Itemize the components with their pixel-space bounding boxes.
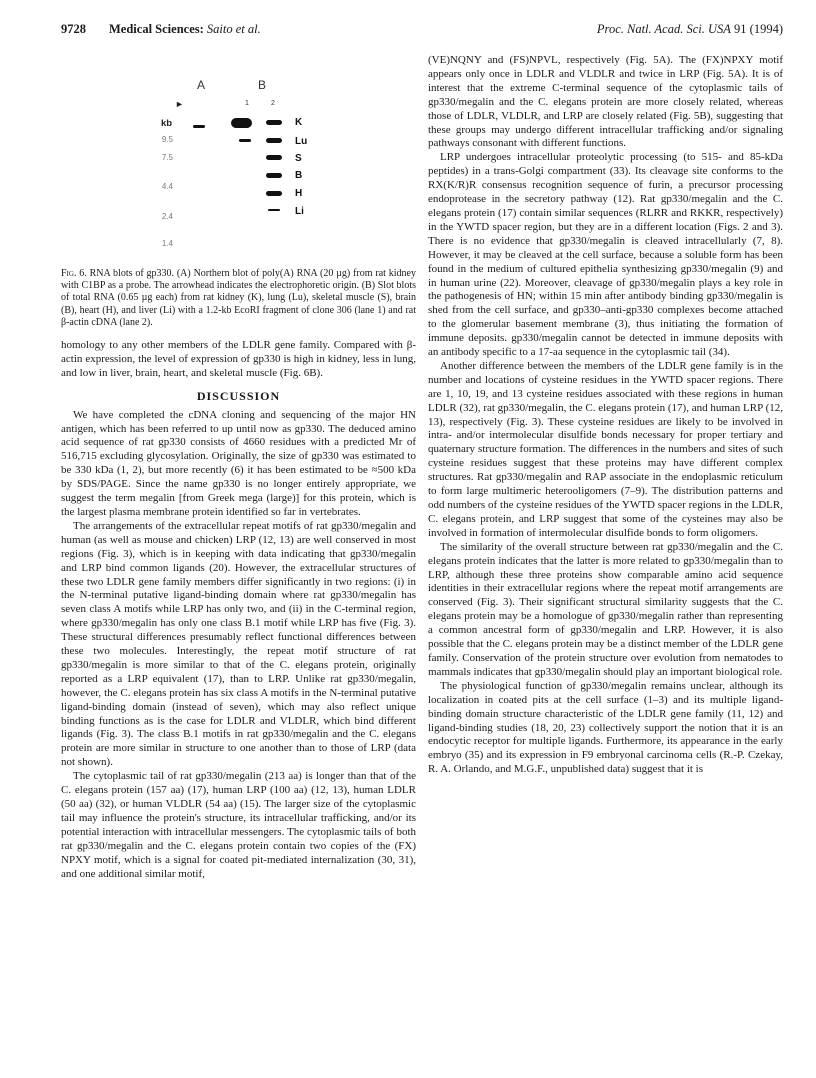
- kb-label: kb: [161, 118, 173, 129]
- tissue-label-heart: H: [295, 188, 303, 199]
- paragraph: The physiological function of gp330/megalin remains unclear, although its localization in coated pits at the cell surface (1–3) and its multiple ligand-binding domain structure characteristic of the LDLR gene family (11, 12) and ligand-binding studies (18, 20, 23) collectively support the notion that it is an endocytic receptor for multiple ligands. Furthermore, its appearance in the early embryo (35) and its expression in F9 embryonal carcinoma cells (R.-P. Czekay, R. A. Orlando, and M.G.F., unpublished data) suggest that it is: [428, 679, 783, 776]
- tissue-label-muscle: S: [295, 153, 302, 164]
- size-marker: 1.4: [161, 239, 173, 248]
- tissue-label-liver: Li: [295, 206, 304, 217]
- caption-label: Fig. 6.: [61, 268, 87, 279]
- origin-arrowhead-icon: ►: [175, 99, 184, 109]
- paragraph: Another difference between the members of the LDLR gene family is in the number and locations of cysteine residues in the YWTD spacer regions. There are 1, 10, 19, and 13 cysteine residues associated with these regions in human LDLR (32), rat gp330/megalin, the C. elegans protein (17), and human LRP (12, 13), respectively (Fig. 3). These cysteine residues are likely to be involved in intra- and/or intermolecular disulfide bonds necessary for proper tertiary and quaternary structure formation. The differences in the numbers and sites of such cysteine residues suggest that these proteins may have different complex structures. Rat gp330/megalin and RAP associate in the endoplasmic reticulum to form large multimeric heterooligomers (7–9). The distribution patterns and odd numbers of the cysteine residues of the YWTD spacer regions in the LDLR, C. elegans protein, and LRP suggest that some of the cysteines may also be involved in formation of intermolecular disulfide bonds to form oligomers.: [428, 359, 783, 539]
- slot-band: [266, 191, 282, 196]
- northern-band: [193, 125, 205, 128]
- slot-band: [231, 118, 252, 128]
- panel-a-label: A: [197, 78, 206, 92]
- header-journal: [597, 22, 783, 37]
- paragraph: The similarity of the overall structure between rat gp330/megalin and the C. elegans protein indicates that the latter is more related to gp330/megalin than to LRP, although these three proteins show comparable amino acid sequence identities in their extracellular regions where the repeat motif arrangements are conserved (Fig. 3). Their significant structural similarity suggests that the C. elegans protein may be a homologue of gp330/megalin rather than representing a common ancestral form of gp330/megalin and LRP. However, it is also possible that the C. elegans protein may be a distinct member of the LDLR gene family. Conservation of the protein structure over evolution from nematodes to mammals indicates that gp330/megalin should play an important biological role.: [428, 540, 783, 678]
- header-authors: Saito et al.: [206, 22, 261, 36]
- journal-volume: 91 (1994): [734, 22, 783, 36]
- page-number: 9728: [61, 22, 86, 36]
- figure-caption: [61, 268, 416, 329]
- paragraph: The arrangements of the extracellular repeat motifs of rat gp330/megalin and human (as well as mouse and chicken) LRP (12, 13) are well conserved in most regions (Fig. 3), which is in keeping with data indicating that gp330/megalin and LRP bind common ligands (20). However, the extracellular structures of these two LDLR gene family members differ significantly in two regions: (i) in the N-terminal putative ligand-binding domain where rat gp330/megalin has seven class A motifs while LRP has only two, and (ii) in the C-terminal region, where gp330/megalin has only one class B.1 motif while LRP has five (Fig. 3). These structural differences presumably reflect functional differences between these two molecules. Interestingly, the repeat motif structure of rat gp330/megalin is more similar to that of the C. elegans protein, originally reported as a LRP equivalent (17), than to LRP. Unlike rat gp330/megalin, however, the C. elegans protein has six class A motifs in the N-terminal putative ligand-binding domain (instead of seven), which may also reflect unique binding functions as is the case for LDLR and VLDLR, which bind different ligands (Fig. 3). The class B.1 motifs in rat gp330/megalin and the C. elegans protein are more similar in structure to one another than to those of LRP (data not shown).: [61, 519, 416, 769]
- size-marker: 2.4: [161, 212, 173, 221]
- section-heading-discussion: DISCUSSION: [196, 388, 281, 403]
- slot-band: [266, 120, 282, 125]
- header-section: Medical Sciences:: [109, 22, 204, 36]
- tissue-label-lung: Lu: [295, 136, 308, 147]
- size-marker: 9.5: [161, 135, 173, 144]
- slot-band: [266, 138, 282, 143]
- caption-text: RNA blots of gp330. (A) Northern blot of poly(A) RNA (20 µg) from rat kidney with C1BP as a probe. The arrowhead indicates the electrophoretic origin. (B) Slot blots of total RNA (0.65 µg each) from rat kidney (K), lung (Lu), skeletal muscle (S), brain (B), heart (H), and liver (Li) with a 1.2-kb EcoRI fragment of clone 306 (lane 1) and rat β-actin cDNA (lane 2).: [61, 268, 416, 328]
- left-column: [61, 54, 416, 881]
- slot-band: [239, 139, 251, 142]
- paragraph: LRP undergoes intracellular proteolytic processing (to 515- and 85-kDa peptides) in a trans-Golgi compartment (33). Its cleavage site conforms to the RX(K/R)R consensus recognition sequence of furin, a precursor processing endoprotease in the secretory pathway (12). Rat gp330/megalin and the C. elegans protein (17) contain similar sequences (RLRR and RKKR, respectively) in the YWTD spacer region, but they are in a different location (Figs. 2 and 3). There is no evidence that gp330/megalin is cleaved intracellularly (7, 8). However, it may be cleaved at the cell surface, because a soluble form has been found in the medium of cultured epithelia synthesizing gp330/megalin (9) and in human urine (22). Moreover, cleavage of gp330/megalin plays a key role in the pathogenesis of HN; within 15 min after antibody binding gp330/megalin is shed from the cell surface, and gp330–anti-gp330 complexes become attached to the glomerular basement membrane (3), thus initiating the formation of immune deposits. gp330/megalin cannot be detected in immune deposits with an antibody specific to a 17-aa sequence in the cytoplasmic tail (34).: [428, 151, 783, 359]
- tissue-label-kidney: K: [295, 117, 303, 128]
- paragraph: The cytoplasmic tail of rat gp330/megalin (213 aa) is longer than that of the C. elegans protein (157 aa) (17), human LRP (100 aa) (12, 13), human LDLR (50 aa) (32), or human VLDLR (54 aa) (15). The larger size of the cytoplasmic tail may influence the protein's structure, its intracellular trafficking, and/or its potential interaction with intracellular messengers. The cytoplasmic tails of both rat gp330/megalin and the C. elegans protein contain two copies of the (FX) NPXY motif, which is a signal for coated pit-mediated internalization (30, 31), and one additional similar motif,: [61, 770, 416, 880]
- lane-2-label: 2: [271, 100, 275, 107]
- size-marker: 7.5: [161, 153, 173, 162]
- slot-band: [268, 209, 280, 211]
- figure-6-rna-blots: [161, 54, 391, 264]
- paragraph: homology to any other members of the LDLR gene family. Compared with β-actin expression, the level of expression of gp330 is high in kidney, less in lung, and low in liver, brain, heart, and skeletal muscle (Fig. 6B).: [61, 339, 416, 379]
- size-marker: 4.4: [161, 182, 173, 191]
- header-section-authors: [109, 22, 261, 37]
- right-column: [428, 54, 783, 777]
- lane-1-label: 1: [245, 100, 249, 107]
- slot-band: [266, 155, 282, 160]
- panel-b-label: B: [258, 78, 267, 92]
- slot-band: [266, 173, 282, 178]
- tissue-label-brain: B: [295, 170, 303, 181]
- journal-name: Proc. Natl. Acad. Sci. USA: [596, 22, 731, 36]
- running-header: [61, 22, 783, 38]
- paragraph: We have completed the cDNA cloning and sequencing of the major HN antigen, which has been referred to up until now as gp330. The deduced amino acid sequence of rat gp330 consists of 4660 residues with a predicted Mr of 516,715 excluding glycosylation. Originally, the size of gp330 was estimated to be 330 kDa (1, 2), but more recently (6) it has been estimated to be ≈500 kDa by SDS/PAGE. Since the name gp330 is no longer entirely appropriate, we suggest the term megalin [from Greek mega (large)] for this protein, which is the largest plasma membrane protein identified so far in vertebrates.: [61, 408, 416, 518]
- paragraph: (VE)NQNY and (FS)NPVL, respectively (Fig. 5A). The (FX)NPXY motif appears only once in LDLR and VLDLR and twice in LRP (Fig. 5A). It is of interest that the extreme C-terminal sequence of the cytoplasmic tails of gp330/megalin and the C. elegans protein are more closely related, whereas those of LDLR, VLDLR, and LRP are closely related (Fig. 5B), suggesting that these groups may undergo different intracellular trafficking and/or signaling pathways consonant with different functions.: [428, 54, 783, 150]
